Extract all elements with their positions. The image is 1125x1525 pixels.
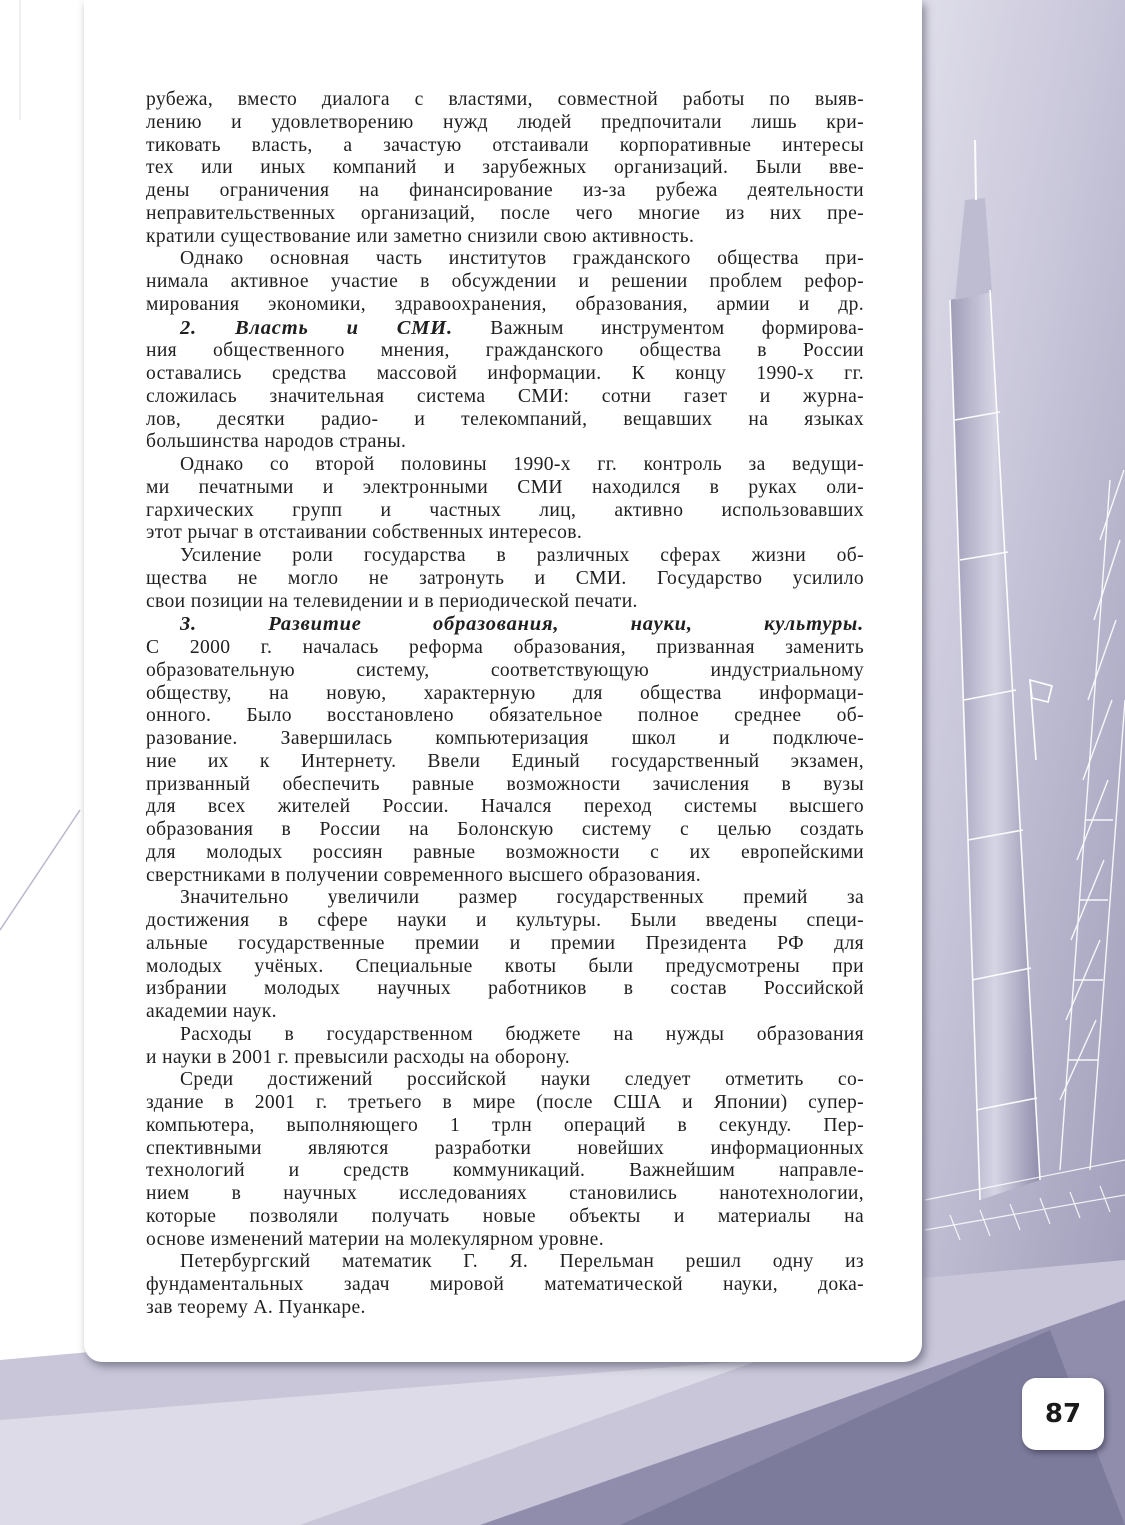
paragraph: Расходы в государственном бюджете на нужды образования (180, 1023, 864, 1045)
paragraph: Среди достижений российской науки следует отметить со- здание в 2001 г. третьего в мире (после США и Японии) супер- компьютера, выполняющего 1 трлн операций в секунду. Пер- спективными являются разработки новейших информационных технологий и средств коммуникаций. Важнейшим направле- нием в научных исследованиях становились нанотехнологии, которые позволяли получать новые объекты и материалы на (146, 1069, 864, 1227)
paragraph: зав теорему А. Пуанкаре. (146, 1296, 366, 1318)
page-number-badge (1022, 1378, 1104, 1450)
section-paragraph: 3. Развитие образования, науки, культуры. С 2000 г. началась реформа образования, призванная заменить образовательную систему, соответствующую индустриальному обществу, на новую, характерную для общества информаци- онного. Было восстановлено обязательное полное среднее об- разование. Завершилась компьютеризация школ и подключе- ние их к Интернету. Ввели Единый государственный экзамен, призванный обеспечить равные возможности зачисления в вузы для всех жителей России. Начался переход системы высшего образования в России на Болонскую систему с целью создать для молодых россиян равные возможности с их европейскими (146, 613, 864, 863)
paragraph: основе изменений материи на молекулярном уровне. (146, 1228, 604, 1250)
paragraph: этот рычаг в отстаивании собственных интересов. (146, 522, 583, 544)
paragraph: академии наук. (146, 1001, 277, 1022)
paragraph: Усиление роли государства в различных сферах жизни об- щества не могло не затронуть и СМИ. Государство усилило (146, 545, 864, 589)
section-heading: 2. Власть и СМИ. (180, 316, 453, 339)
paragraph: Однако со второй половины 1990-х гг. контроль за ведущи- ми печатными и электронными СМИ находился в руках оли- гархических групп и частных лиц, активно использовавших (146, 454, 864, 521)
paragraph: Значительно увеличили размер государственных премий за достижения в сфере науки и культуры. Были введены специ- альные государственные премии и премии Президента РФ для молодых учёных. Специальные квоты были предусмотрены при избрании молодых научных работников в состав Российской (146, 887, 864, 1000)
paragraph: Однако основная часть институтов гражданского общества при- нимала активное участие в обсуждении и решении проблем рефор- мирования экономики, здравоохранения, образования, армии и др. (146, 248, 864, 315)
paragraph: Петербургский математик Г. Я. Перельман решил одну из фундаментальных задач мировой математической науки, дока- (146, 1251, 864, 1295)
paragraph: большинства народов страны. (146, 431, 407, 453)
paragraph: свои позиции на телевидении и в периодической печати. (146, 590, 638, 612)
section-heading: 3. Развитие образования, науки, культуры. (180, 613, 864, 636)
paragraph: рубежа, вместо диалога с властями, совместной работы по выяв- лению и удовлетворению нужд людей предпочитали лишь кри- тиковать власть, а зачастую отстаивали корпоративные интересы тех или иных компаний и зарубежных организаций. Были вве- дены ограничения на финансирование из-за рубежа деятельности неправительственных организаций, после чего многие из них пре- (146, 89, 864, 224)
section-paragraph: 2. Власть и СМИ. Важным инструментом формирова- ния общественного мнения, гражданского общества в России оставались средства массовой информации. К концу 1990-х гг. сложилась значительная система СМИ: сотни газет и журна- лов, десятки радио- и телекомпаний, вещавших на языках (146, 316, 864, 430)
page-number: 87 (1044, 1399, 1082, 1429)
paragraph: и науки в 2001 г. превысили расходы на оборону. (146, 1046, 571, 1068)
paragraph: сверстниками в получении современного высшего образования. (146, 864, 701, 886)
body-text (146, 89, 864, 1320)
paragraph: кратили существование или заметно снизили свою активность. (146, 225, 695, 247)
